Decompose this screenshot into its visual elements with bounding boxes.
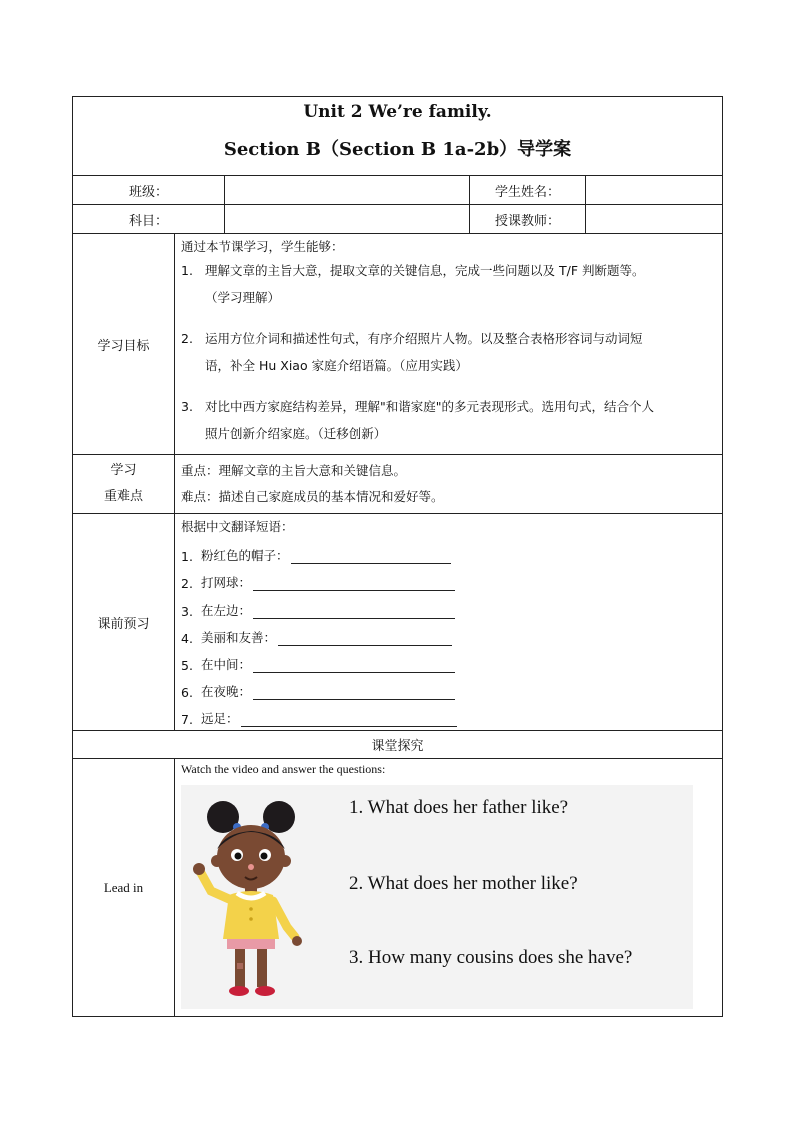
unit-title: Unit 2 We’re family. xyxy=(303,102,492,122)
class-field[interactable] xyxy=(225,176,470,205)
preview-number: 4. xyxy=(181,630,193,646)
preview-number: 7. xyxy=(181,712,193,728)
key-points-label-line2: 重难点 xyxy=(103,489,143,504)
answer-blank[interactable] xyxy=(291,547,451,564)
answer-blank[interactable] xyxy=(241,710,457,727)
preview-text: 打网球： xyxy=(201,575,252,591)
answer-blank[interactable] xyxy=(253,574,455,591)
class-label: 班级： xyxy=(73,176,225,205)
preview-item xyxy=(181,673,716,700)
preview-item xyxy=(181,564,716,591)
objective-number: 3. xyxy=(181,399,193,414)
preview-content xyxy=(175,514,723,731)
difficult-point: 难点：描述自己家庭成员的基本情况和爱好等。 xyxy=(181,489,444,504)
objective-text-cont: 照片创新介绍家庭。（迁移创新） xyxy=(205,426,387,441)
preview-item xyxy=(181,591,716,618)
subject-label: 科目： xyxy=(73,205,225,234)
preview-item xyxy=(181,646,716,673)
preview-number: 6. xyxy=(181,685,193,701)
objective-text-cont: （学习理解） xyxy=(205,290,281,305)
preview-intro: 根据中文翻译短语： xyxy=(181,519,294,534)
key-points-content xyxy=(175,455,723,514)
objective-item xyxy=(181,257,716,311)
teacher-field[interactable] xyxy=(586,205,723,234)
preview-number: 5. xyxy=(181,657,193,673)
preview-label: 课前预习 xyxy=(73,514,175,731)
lead-in-intro: Watch the video and answer the questions: xyxy=(181,762,386,777)
objective-number: 1. xyxy=(181,263,193,278)
lead-in-content xyxy=(175,759,723,1017)
subject-field[interactable] xyxy=(225,205,470,234)
objective-text: 理解文章的主旨大意，提取文章的关键信息，完成一些问题以及 T/F 判断题等。 xyxy=(205,263,645,278)
preview-text: 在中间： xyxy=(201,656,252,672)
preview-text: 远足： xyxy=(201,711,239,727)
preview-item xyxy=(181,537,716,564)
answer-blank[interactable] xyxy=(253,656,455,673)
lead-in-label: Lead in xyxy=(73,759,175,1017)
classroom-title: 课堂探究 xyxy=(73,731,723,759)
preview-number: 3. xyxy=(181,603,193,619)
answer-blank[interactable] xyxy=(278,629,452,646)
key-points-label-line1: 学习 xyxy=(110,463,137,478)
video-still[interactable] xyxy=(181,785,693,1009)
student-name-field[interactable] xyxy=(586,176,723,205)
preview-number: 1. xyxy=(181,549,193,565)
worksheet xyxy=(72,96,722,1017)
key-point: 重点：理解文章的主旨大意和关键信息。 xyxy=(181,463,407,478)
question-1: 1. What does her father like? xyxy=(349,797,569,819)
objective-number: 2. xyxy=(181,331,193,346)
objective-text: 运用方位介词和描述性句式，有序介绍照片人物。以及整合表格形容词与动词短 xyxy=(205,331,643,346)
preview-text: 在左边： xyxy=(201,602,252,618)
objectives-content xyxy=(175,234,723,455)
teacher-label: 授课教师： xyxy=(470,205,586,234)
objective-text: 对比中西方家庭结构差异，理解"和谐家庭"的多元表现形式。选用句式，结合个人 xyxy=(205,399,655,414)
objectives-label: 学习目标 xyxy=(73,234,175,455)
answer-blank[interactable] xyxy=(253,683,455,700)
preview-text: 粉红色的帽子： xyxy=(201,548,289,564)
preview-text: 在夜晚： xyxy=(201,684,252,700)
girl-cartoon-illustration xyxy=(187,787,317,1009)
answer-blank[interactable] xyxy=(253,602,455,619)
preview-text: 美丽和友善： xyxy=(201,629,277,645)
question-2: 2. What does her mother like? xyxy=(349,873,578,895)
key-points-label xyxy=(73,455,175,514)
worksheet-table xyxy=(72,96,723,1017)
objectives-intro: 通过本节课学习，学生能够： xyxy=(181,239,344,254)
question-3: 3. How many cousins does she have? xyxy=(349,947,633,969)
preview-item xyxy=(181,700,716,727)
preview-item xyxy=(181,619,716,646)
objective-item xyxy=(181,393,716,447)
objective-text-cont: 语，补全 Hu Xiao 家庭介绍语篇。（应用实践） xyxy=(205,358,468,373)
student-name-label: 学生姓名： xyxy=(470,176,586,205)
title-cell xyxy=(73,97,723,176)
objective-item xyxy=(181,325,716,379)
section-title: Section B（Section B 1a-2b）导学案 xyxy=(223,139,572,160)
preview-number: 2. xyxy=(181,576,193,592)
